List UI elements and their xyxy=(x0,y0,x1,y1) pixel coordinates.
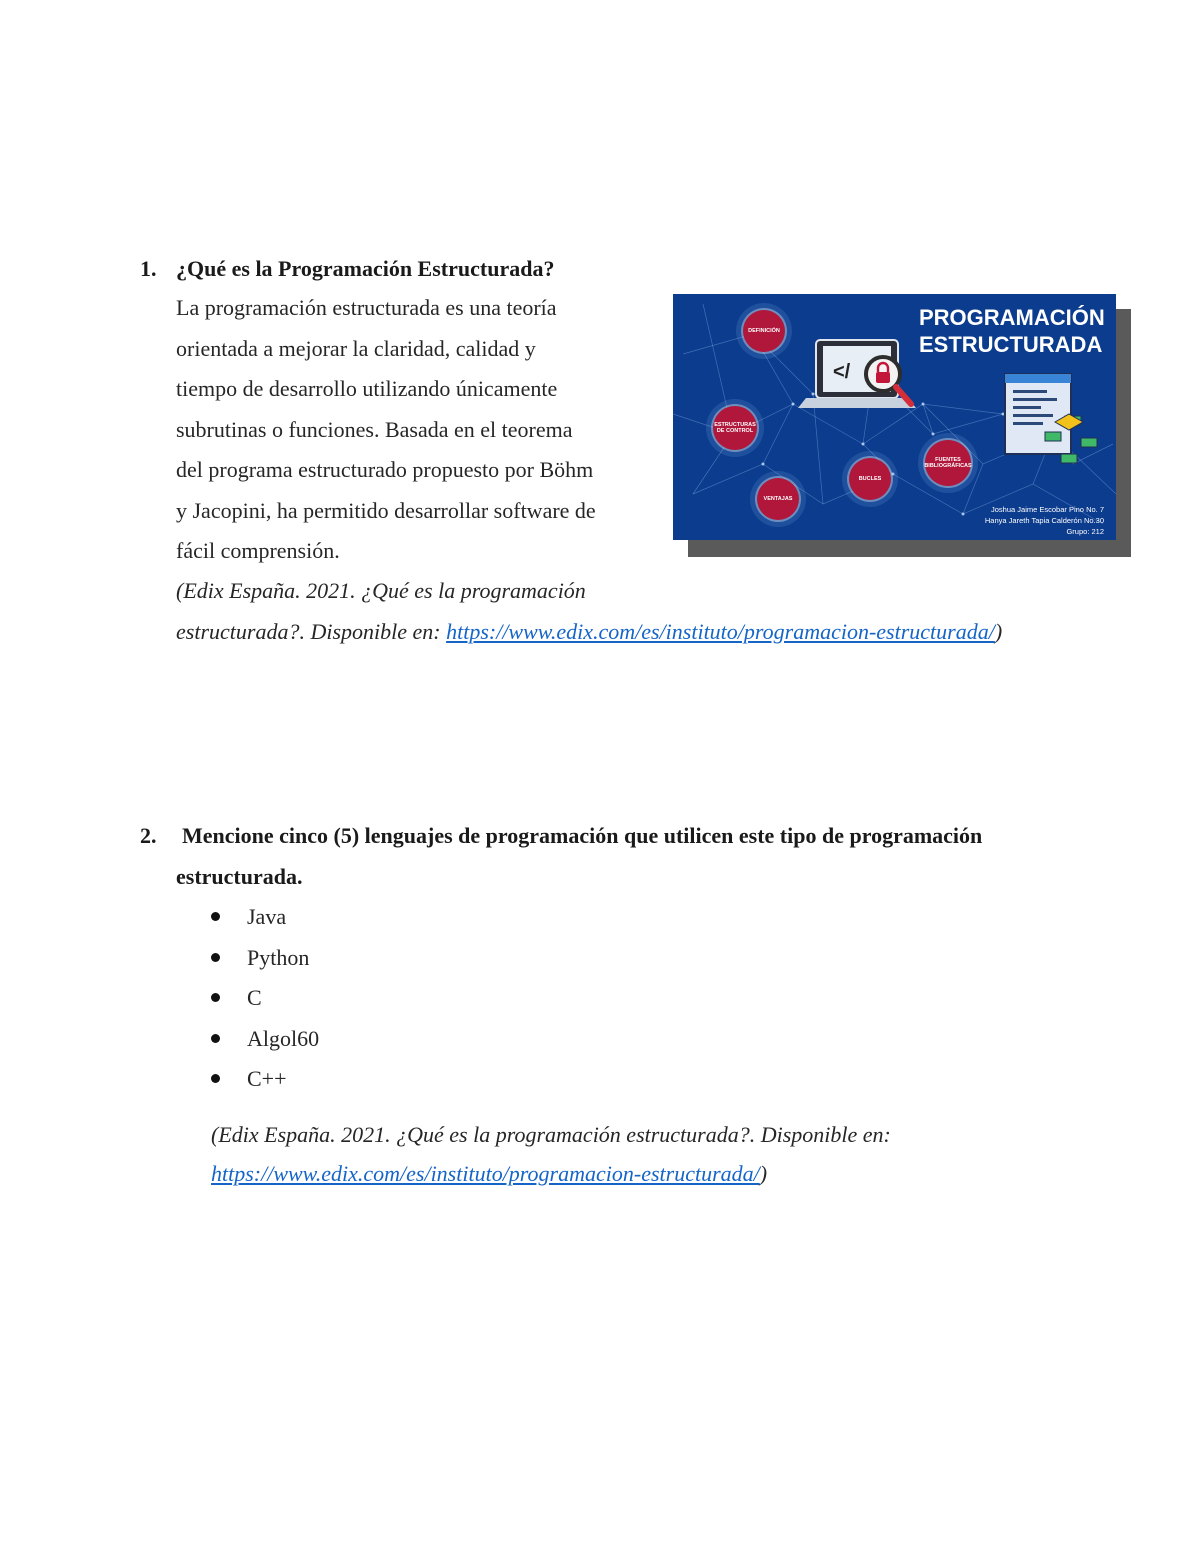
question-2-number: 2. xyxy=(140,823,157,848)
citation-2-line-1: (Edix España. 2021. ¿Qué es la programación estructurada?. Disponible en: xyxy=(211,1122,891,1147)
circle-ventajas: VENTAJAS xyxy=(757,478,799,520)
list-item-text: Algol60 xyxy=(247,1025,320,1051)
citation-1-line-1: (Edix España. 2021. ¿Qué es la programación xyxy=(176,578,586,603)
citation-2-line-2 xyxy=(211,1161,767,1187)
infographic-authors xyxy=(985,504,1104,537)
answer-line: La programación estructurada es una teoría xyxy=(176,295,557,320)
bullet-icon xyxy=(211,953,220,962)
infographic-title-line-1: PROGRAMACIÓN xyxy=(919,305,1105,330)
answer-line: orientada a mejorar la claridad, calidad y xyxy=(176,335,536,361)
question-2-title-line-2: estructurada. xyxy=(176,864,303,889)
bullet-icon xyxy=(211,993,220,1002)
author-line: Hanya Jareth Tapia Calderón No.30 xyxy=(984,516,1104,525)
author-line: Grupo: 212 xyxy=(1066,527,1104,536)
infographic-title-line-2: ESTRUCTURADA xyxy=(919,332,1103,357)
circle-fuentes-bibliograficas: FUENTES BIBLIOGRÁFICAS xyxy=(925,440,971,486)
svg-text:</: </ xyxy=(833,361,851,383)
citation-1-prefix: estructurada?. Disponible en: xyxy=(176,619,447,644)
citation-2-suffix: ) xyxy=(759,1161,768,1186)
bullet-icon xyxy=(211,1074,220,1083)
question-2-title-line-1: Mencione cinco (5) lenguajes de programación que utilicen este tipo de programación xyxy=(182,823,983,848)
citation-1-line-2 xyxy=(176,619,1002,645)
answer-line: subrutinas o funciones. Basada en el teorema xyxy=(176,416,573,442)
author-line: Joshua Jaime Escobar Pino No. 7 xyxy=(991,505,1104,514)
bullet-icon xyxy=(211,1034,220,1043)
code-document-icon xyxy=(1005,374,1097,463)
question-1-number: 1. xyxy=(140,256,157,281)
list-item-text: Java xyxy=(247,904,287,929)
answer-line: del programa estructurado propuesto por Böhm xyxy=(176,457,594,482)
question-1-answer xyxy=(176,288,596,572)
answer-line: y Jacopini, ha permitido desarrollar software de xyxy=(176,497,596,523)
list-item-text: C xyxy=(247,985,262,1010)
citation-1-suffix: ) xyxy=(994,619,1003,644)
citation-2-link[interactable]: https://www.edix.com/es/instituto/programacion-estructurada/ xyxy=(211,1161,760,1186)
list-item-text: Python xyxy=(247,944,310,970)
circle-bucles: BUCLES xyxy=(849,458,891,500)
answer-line: fácil comprensión. xyxy=(176,538,340,563)
infographic-image xyxy=(673,294,1116,540)
question-1-title: ¿Qué es la Programación Estructurada? xyxy=(176,256,555,281)
bullet-icon xyxy=(211,912,220,921)
infographic-title xyxy=(919,304,1105,358)
circle-definicion: DEFINICIÓN xyxy=(743,310,785,352)
list-item-text: C++ xyxy=(247,1066,287,1091)
circle-estructuras-de-control: ESTRUCTURAS DE CONTROL xyxy=(713,406,757,450)
citation-1-link[interactable]: https://www.edix.com/es/instituto/programacion-estructurada/ xyxy=(446,619,995,644)
answer-line: tiempo de desarrollo utilizando únicamente xyxy=(176,376,558,401)
